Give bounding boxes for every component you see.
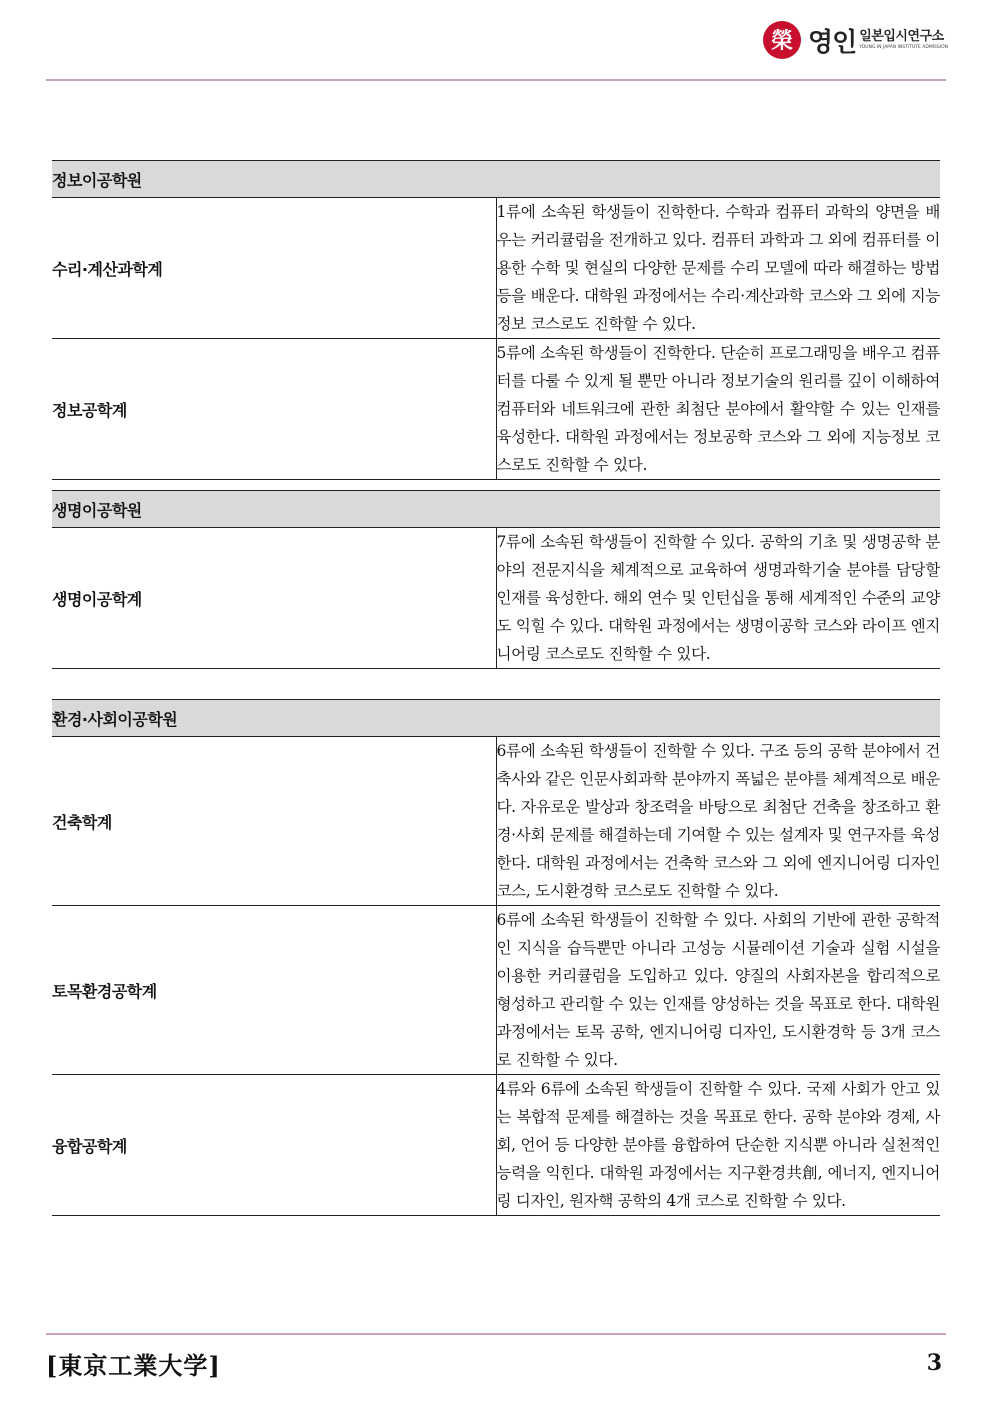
table-row — [52, 528, 940, 669]
brand-logo — [762, 16, 948, 64]
logo-sub-wrap — [859, 30, 948, 51]
section-title: 정보이공학원 — [52, 161, 940, 198]
logo-main-text: 영인 — [808, 27, 857, 58]
department-description: 6류에 소속된 학생들이 진학할 수 있다. 구조 등의 공학 분야에서 건축사와 같은 인문사회과학 분야까지 폭넓은 분야를 체계적으로 배운다. 자유로운 발상과 창조력을 바탕으로 최첨단 건축을 창조하고 환경·사회 문제를 해결하는데 기여할 수 있는 설계자 및 연구자를 육성한다. 대학원 과정에서는 건축학 코스와 그 외에 엔지니어링 디자인 코스, 도시환경학 코스로도 진학할 수 있다. — [496, 737, 940, 906]
section-table-info-engineering — [52, 160, 940, 480]
table-row — [52, 198, 940, 339]
department-name: 융합공학계 — [52, 1075, 496, 1216]
logo-mark-char: 榮 — [770, 28, 794, 54]
table-row — [52, 906, 940, 1075]
section-title: 생명이공학원 — [52, 491, 940, 528]
header-divider — [46, 79, 946, 81]
page-number: 3 — [926, 1350, 942, 1376]
department-description: 5류에 소속된 학생들이 진학한다. 단순히 프로그래밍을 배우고 컴퓨터를 다룰 수 있게 될 뿐만 아니라 정보기술의 원리를 깊이 이해하여 컴퓨터와 네트워크에 관한 최첨단 분야에서 활약할 수 있는 인재를 육성한다. 대학원 과정에서는 정보공학 코스와 그 외에 지능정보 코스로도 진학할 수 있다. — [496, 339, 940, 480]
department-description: 4류와 6류에 소속된 학생들이 진학할 수 있다. 국제 사회가 안고 있는 복합적 문제를 해결하는 것을 목표로 한다. 공학 분야와 경제, 사회, 언어 등 다양한 분야를 융합하여 단순한 지식뿐 아니라 실천적인 능력을 익힌다. 대학원 과정에서는 지구환경共創, 에너지, 엔지니어링 디자인, 원자핵 공학의 4개 코스로 진학할 수 있다. — [496, 1075, 940, 1216]
table-row — [52, 339, 940, 480]
logo-sub-text: 일본입시연구소 — [859, 28, 944, 44]
section-table-environment-society — [52, 699, 940, 1216]
department-name: 생명이공학계 — [52, 528, 496, 669]
table-row — [52, 1075, 940, 1216]
department-description: 1류에 소속된 학생들이 진학한다. 수학과 컴퓨터 과학의 양면을 배우는 커리큘럼을 전개하고 있다. 컴퓨터 과학과 그 외에 컴퓨터를 이용한 수학 및 현실의 다양한 문제를 수리 모델에 따라 해결하는 방법 등을 배운다. 대학원 과정에서는 수리·계산과학 코스와 그 외에 지능정보 코스로도 진학할 수 있다. — [496, 198, 940, 339]
footer-divider — [46, 1333, 946, 1335]
footer-university-name: [東京工業大学] — [46, 1351, 221, 1380]
department-name: 토목환경공학계 — [52, 906, 496, 1075]
department-description: 6류에 소속된 학생들이 진학할 수 있다. 사회의 기반에 관한 공학적인 지식을 습득뿐만 아니라 고성능 시뮬레이션 기술과 실험 시설을 이용한 커리큘럼을 도입하고 있다. 양질의 사회자본을 합리적으로 형성하고 관리할 수 있는 인재를 양성하는 것을 목표로 한다. 대학원 과정에서는 토목 공학, 엔지니어링 디자인, 도시환경학 등 3개 코스로 진학할 수 있다. — [496, 906, 940, 1075]
page-header — [0, 0, 992, 82]
section-table-life-science — [52, 490, 940, 669]
department-description: 7류에 소속된 학생들이 진학할 수 있다. 공학의 기초 및 생명공학 분야의 전문지식을 체계적으로 교육하여 생명과학기술 분야를 담당할 인재를 육성한다. 해외 연수 및 인턴십을 통해 세계적인 수준의 교양도 익힐 수 있다. 대학원 과정에서는 생명이공학 코스와 라이프 엔지니어링 코스로도 진학할 수 있다. — [496, 528, 940, 669]
table-row — [52, 737, 940, 906]
department-name: 건축학계 — [52, 737, 496, 906]
logo-english-text: YOUNG IN JAPAN INSTITUTE ADMISSION — [859, 44, 948, 50]
section-title: 환경·사회이공학원 — [52, 700, 940, 737]
department-name: 수리·계산과학계 — [52, 198, 496, 339]
department-name: 정보공학계 — [52, 339, 496, 480]
logo-emblem-icon — [762, 20, 802, 60]
